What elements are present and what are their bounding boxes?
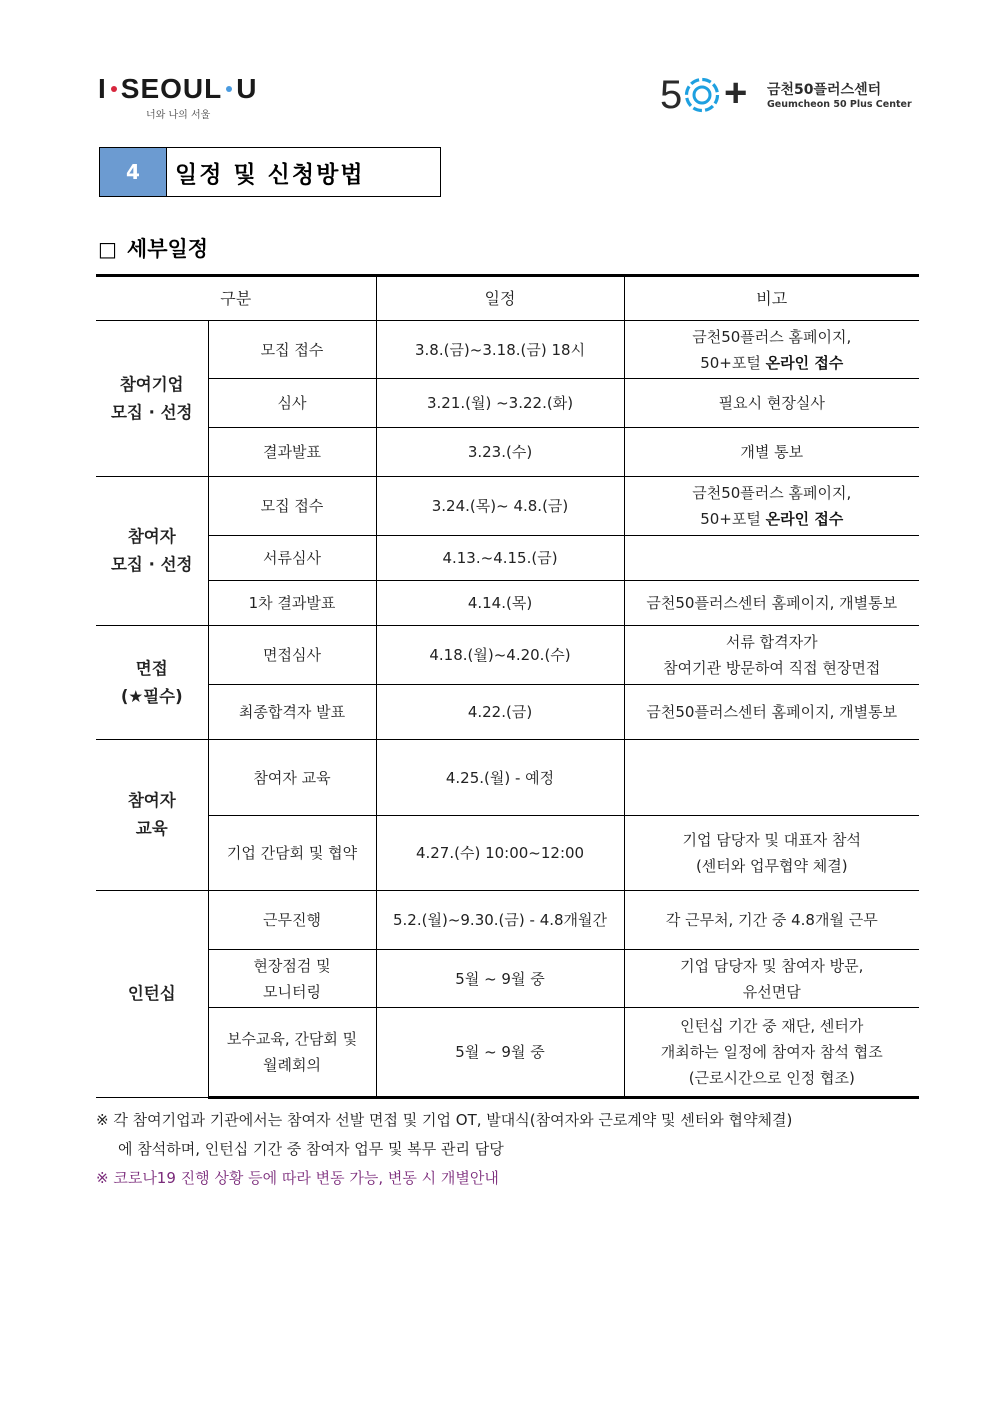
schedule-cell: 4.18.(월)~4.20.(수) <box>376 626 624 685</box>
note-cell <box>624 321 919 379</box>
group-cell <box>96 477 208 626</box>
schedule-cell: 4.22.(금) <box>376 685 624 740</box>
table-row <box>96 321 919 379</box>
note-cell: 각 근무처, 기간 중 4.8개월 근무 <box>624 891 919 950</box>
schedule-cell: 4.27.(수) 10:00~12:00 <box>376 816 624 891</box>
logo-letter-u: U <box>236 73 258 104</box>
table-row <box>96 626 919 685</box>
seoul-logo-tagline: 너와 나의 서울 <box>146 110 211 121</box>
note-line: 50+포털 <box>700 510 766 528</box>
note-cell <box>624 477 919 536</box>
item-line: 월례회의 <box>263 1056 321 1074</box>
header-category: 구분 <box>96 276 376 321</box>
section-header <box>99 147 441 197</box>
note-cell <box>624 950 919 1008</box>
center-korean-name: 금천50플러스센터 <box>767 82 882 98</box>
group-cell <box>96 626 208 740</box>
item-cell: 면접심사 <box>208 626 376 685</box>
target-ring-icon <box>684 77 720 113</box>
note-cell: 금천50플러스센터 홈페이지, 개별통보 <box>624 581 919 626</box>
group-name-line2: 교육 <box>135 819 168 838</box>
note-line: 금천50플러스 홈페이지, <box>692 484 852 502</box>
red-dot-icon <box>111 86 117 92</box>
logo-number: 5 <box>660 73 683 117</box>
item-cell: 심사 <box>208 379 376 428</box>
note-cell <box>624 536 919 581</box>
seoul-logo <box>98 74 288 122</box>
footnote-1-line-2: 에 참석하며, 인턴십 기간 중 참여자 업무 및 복무 관리 담당 <box>118 1140 504 1158</box>
logo-word-seoul: SEOUL <box>120 73 223 104</box>
schedule-cell: 4.13.~4.15.(금) <box>376 536 624 581</box>
note-line: (센터와 업무협약 체결) <box>695 857 848 875</box>
note-bold-text: 온라인 접수 <box>765 353 844 372</box>
schedule-cell: 3.8.(금)~3.18.(금) 18시 <box>376 321 624 379</box>
table-header-row <box>96 276 919 321</box>
note-cell <box>624 816 919 891</box>
group-name-line2: 모집 · 선정 <box>110 555 193 574</box>
item-line: 모니터링 <box>263 982 321 1001</box>
note-line: 인턴십 기간 중 재단, 센터가 <box>680 1017 864 1035</box>
group-name-line1: 참여기업 <box>119 374 184 394</box>
item-cell <box>208 950 376 1008</box>
footnote-covid: ※ 코로나19 진행 상황 등에 따라 변동 가능, 변동 시 개별안내 <box>96 1169 499 1187</box>
note-cell <box>624 740 919 816</box>
item-cell <box>208 1008 376 1098</box>
center-logo <box>660 71 912 118</box>
note-line: 금천50플러스 홈페이지, <box>692 327 852 346</box>
item-cell: 결과발표 <box>208 428 376 477</box>
schedule-cell: 3.24.(목)~ 4.8.(금) <box>376 477 624 536</box>
table-row <box>96 428 919 477</box>
item-cell: 모집 접수 <box>208 321 376 379</box>
item-cell: 모집 접수 <box>208 477 376 536</box>
group-name-line1: 인턴십 <box>127 984 176 1003</box>
item-line: 현장점검 및 <box>253 956 331 975</box>
center-english-name: Geumcheon 50 Plus Center <box>767 99 912 110</box>
table-row <box>96 379 919 428</box>
note-cell: 개별 통보 <box>624 428 919 477</box>
note-line: 50+포털 <box>700 353 766 372</box>
note-line: 서류 합격자가 <box>725 633 818 651</box>
schedule-cell: 5월 ~ 9월 중 <box>376 950 624 1008</box>
note-cell <box>624 1008 919 1098</box>
table-row <box>96 740 919 816</box>
table-row <box>96 581 919 626</box>
header-schedule: 일정 <box>376 276 624 321</box>
item-cell: 최종합격자 발표 <box>208 685 376 740</box>
schedule-cell: 5.2.(월)~9.30.(금) - 4.8개월간 <box>376 891 624 950</box>
group-name-line2: 모집 · 선정 <box>110 402 193 422</box>
table-row <box>96 816 919 891</box>
note-line: 유선면담 <box>742 982 801 1001</box>
item-cell: 기업 간담회 및 협약 <box>208 816 376 891</box>
table-row <box>96 536 919 581</box>
schedule-cell: 3.23.(수) <box>376 428 624 477</box>
item-cell: 참여자 교육 <box>208 740 376 816</box>
blue-dot-icon <box>226 86 232 92</box>
schedule-cell: 5월 ~ 9월 중 <box>376 1008 624 1098</box>
table-row <box>96 1008 919 1098</box>
group-cell <box>96 740 208 891</box>
logo-plus: + <box>724 71 748 115</box>
table-row <box>96 950 919 1008</box>
table-row <box>96 891 919 950</box>
note-line: 기업 담당자 및 대표자 참석 <box>682 831 861 849</box>
section-title: 일정 및 신청방법 <box>175 161 365 188</box>
subsection-title <box>98 233 208 263</box>
table-row <box>96 477 919 536</box>
item-line: 보수교육, 간담회 및 <box>226 1030 358 1048</box>
item-cell: 서류심사 <box>208 536 376 581</box>
item-cell: 1차 결과발표 <box>208 581 376 626</box>
note-line: 개최하는 일정에 참여자 참석 협조 <box>660 1043 883 1061</box>
seoul-logo-wordmark <box>98 74 288 104</box>
note-line: 기업 담당자 및 참여자 방문, <box>680 956 864 975</box>
schedule-cell: 4.25.(월) - 예정 <box>376 740 624 816</box>
group-cell <box>96 321 208 477</box>
checkbox-bullet-icon: □ <box>98 237 117 261</box>
note-line: 참여기관 방문하여 직접 현장면접 <box>663 659 881 677</box>
table-row <box>96 685 919 740</box>
note-bold-text: 온라인 접수 <box>765 510 844 528</box>
schedule-table <box>96 274 919 1099</box>
header-note: 비고 <box>624 276 919 321</box>
logo-letter-i: I <box>98 73 107 104</box>
item-cell: 근무진행 <box>208 891 376 950</box>
note-cell <box>624 626 919 685</box>
group-name-line2: (★필수) <box>120 686 183 706</box>
schedule-cell: 4.14.(목) <box>376 581 624 626</box>
footnote-1-line-1: ※ 각 참여기업과 기관에서는 참여자 선발 면접 및 기업 OT, 발대식(참여자와 근로계약 및 센터와 협약체결) <box>96 1111 793 1129</box>
group-name-line1: 참여자 <box>127 791 176 810</box>
group-name-line1: 면접 <box>135 658 168 678</box>
section-number: 4 <box>100 148 167 196</box>
subsection-title-text: 세부일정 <box>126 237 209 261</box>
group-cell <box>96 891 208 1098</box>
note-cell: 필요시 현장실사 <box>624 379 919 428</box>
note-line: (근로시간으로 인정 협조) <box>688 1069 855 1087</box>
schedule-cell: 3.21.(월) ~3.22.(화) <box>376 379 624 428</box>
footnotes <box>96 1106 926 1193</box>
group-name-line1: 참여자 <box>127 527 176 546</box>
note-cell: 금천50플러스센터 홈페이지, 개별통보 <box>624 685 919 740</box>
